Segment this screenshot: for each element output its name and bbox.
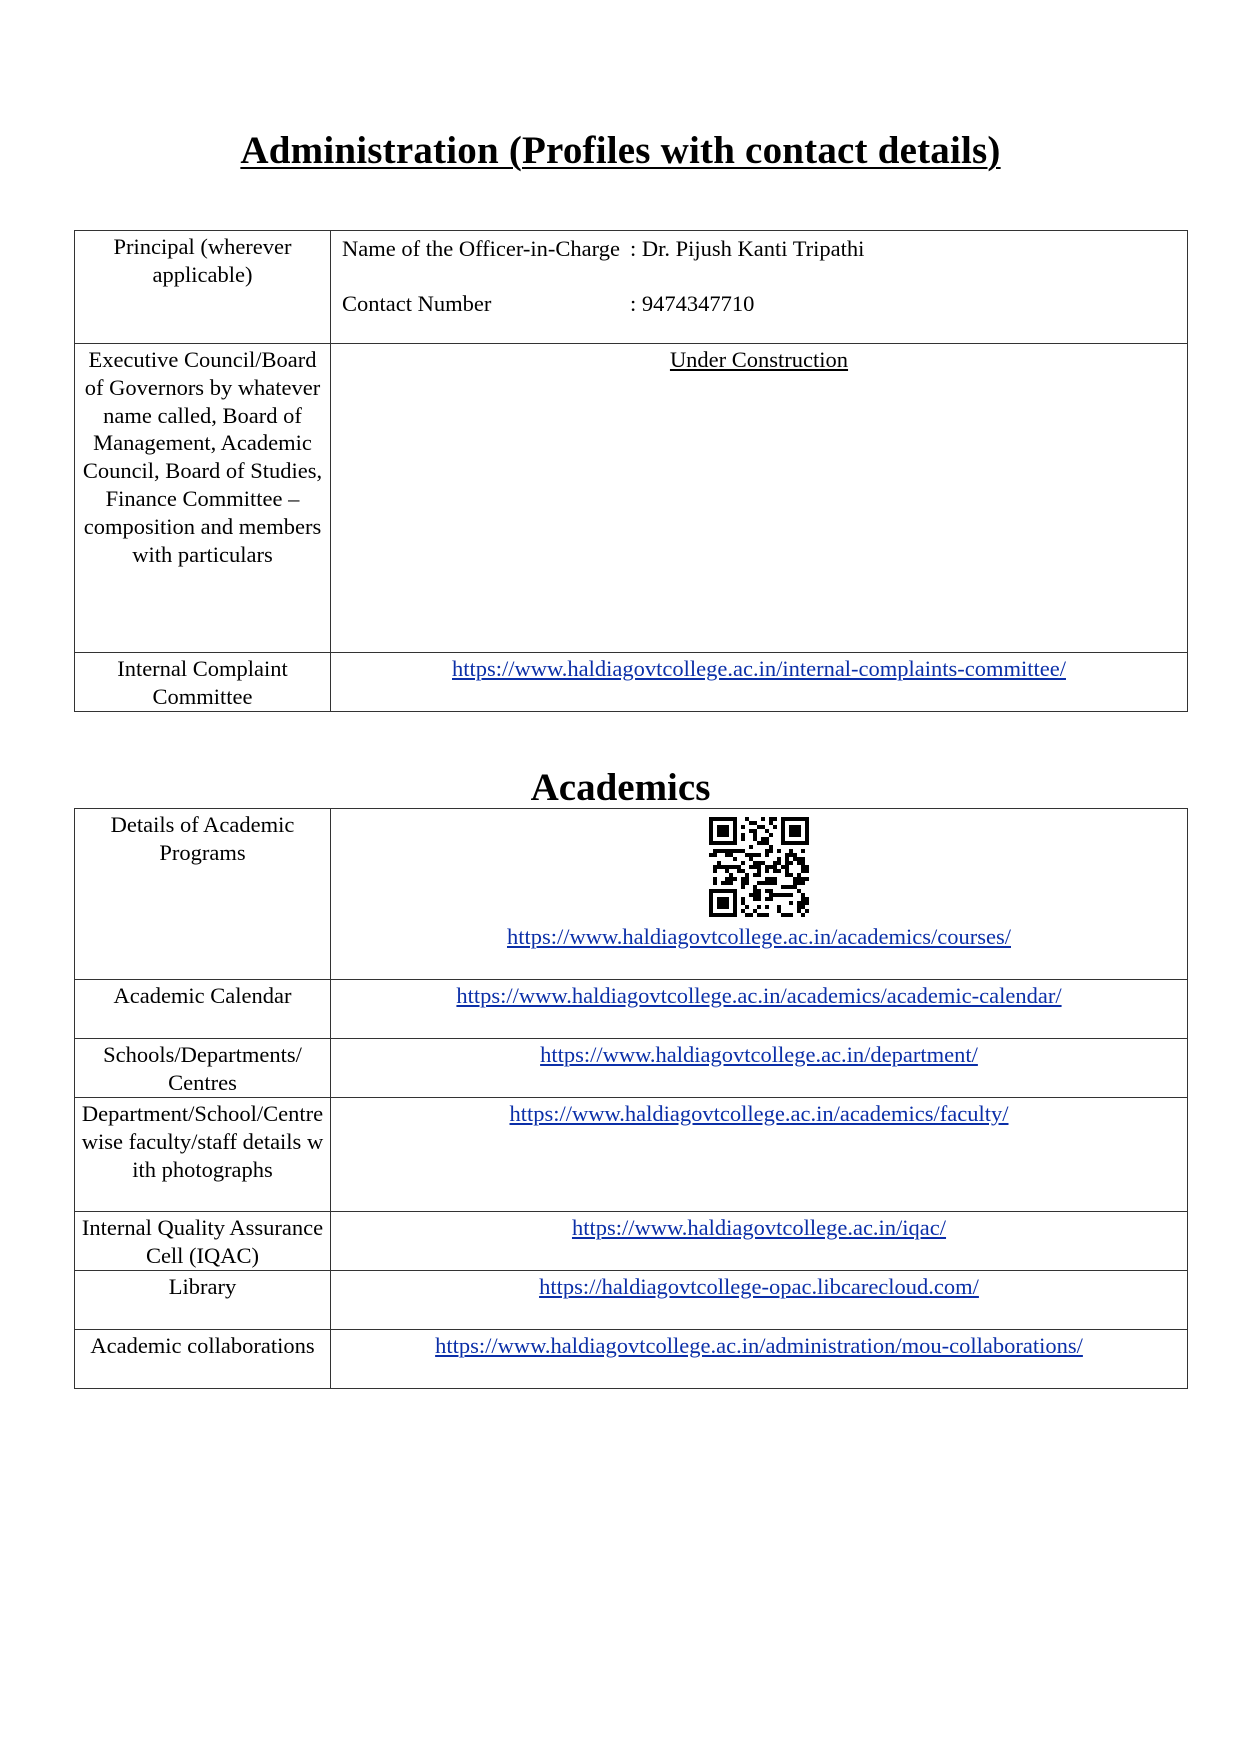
executive-council-label: Executive Council/Board of Governors by whatever name called, Board of Management, Academic Council, Board of Studies, Finance Committee – composition and members with particulars bbox=[75, 344, 331, 653]
academics-title: Academics bbox=[530, 766, 711, 809]
officer-in-charge-key: Name of the Officer-in-Charge bbox=[342, 236, 620, 261]
internal-complaint-committee-label: Internal Complaint Committee bbox=[75, 653, 331, 712]
academic-collaborations-link[interactable]: https://www.haldiagovtcollege.ac.in/administration/mou-collaborations/ bbox=[435, 1333, 1083, 1358]
table-row-principal bbox=[75, 231, 1188, 344]
iqac-link[interactable]: https://www.haldiagovtcollege.ac.in/iqac/ bbox=[571, 1215, 947, 1240]
officer-in-charge-row bbox=[342, 235, 1187, 263]
academic-programs-label: Details of Academic Programs bbox=[75, 809, 331, 980]
academic-collaborations-label: Academic collaborations bbox=[75, 1330, 331, 1389]
library-link[interactable]: https://haldiagovtcollege-opac.libcarecloud.com/ bbox=[539, 1274, 979, 1299]
executive-council-value-cell bbox=[331, 344, 1188, 653]
administration-title: Administration (Profiles with contact details) bbox=[240, 129, 1001, 172]
table-row-internal-complaint-committee bbox=[75, 653, 1188, 712]
table-row-executive-council bbox=[75, 344, 1188, 653]
table-row-academic-programs bbox=[75, 809, 1188, 980]
table-row-library bbox=[75, 1271, 1188, 1330]
principal-details bbox=[331, 231, 1188, 344]
schools-departments-link[interactable]: https://www.haldiagovtcollege.ac.in/department/ bbox=[540, 1042, 978, 1067]
table-row-academic-collaborations bbox=[75, 1330, 1188, 1389]
officer-in-charge-value: : Dr. Pijush Kanti Tripathi bbox=[630, 236, 865, 261]
faculty-details-link-cell bbox=[331, 1098, 1188, 1212]
contact-number-row bbox=[342, 290, 1187, 318]
schools-departments-label: Schools/Departments/ Centres bbox=[75, 1039, 331, 1098]
contact-number-value: : 9474347710 bbox=[630, 290, 755, 316]
academic-calendar-link-cell bbox=[331, 980, 1188, 1039]
internal-complaint-committee-link-cell bbox=[331, 653, 1188, 712]
library-link-cell bbox=[331, 1271, 1188, 1330]
iqac-link-cell bbox=[331, 1212, 1188, 1271]
academics-table bbox=[74, 808, 1188, 1389]
qr-code-icon bbox=[709, 817, 809, 917]
academic-collaborations-link-cell bbox=[331, 1330, 1188, 1389]
table-row-academic-calendar bbox=[75, 980, 1188, 1039]
under-construction-text: Under Construction bbox=[669, 347, 849, 372]
administration-table bbox=[74, 230, 1188, 712]
table-row-faculty-details bbox=[75, 1098, 1188, 1212]
internal-complaint-committee-link[interactable]: https://www.haldiagovtcollege.ac.in/internal-complaints-committee/ bbox=[452, 656, 1066, 681]
iqac-label: Internal Quality Assurance Cell (IQAC) bbox=[75, 1212, 331, 1271]
faculty-details-link[interactable]: https://www.haldiagovtcollege.ac.in/academics/faculty/ bbox=[509, 1101, 1009, 1126]
table-row-iqac bbox=[75, 1212, 1188, 1271]
academic-calendar-label: Academic Calendar bbox=[75, 980, 331, 1039]
contact-number-key: Contact Number bbox=[342, 290, 492, 316]
academic-programs-link-cell bbox=[331, 809, 1188, 980]
schools-departments-link-cell bbox=[331, 1039, 1188, 1098]
library-label: Library bbox=[75, 1271, 331, 1330]
principal-label: Principal (wherever applicable) bbox=[75, 231, 331, 344]
faculty-details-label: Department/School/Centre wise faculty/staff details with photographs bbox=[75, 1098, 331, 1212]
academic-programs-link[interactable]: https://www.haldiagovtcollege.ac.in/academics/courses/ bbox=[506, 924, 1011, 949]
academic-calendar-link[interactable]: https://www.haldiagovtcollege.ac.in/academics/academic-calendar/ bbox=[456, 983, 1062, 1008]
table-row-schools-departments bbox=[75, 1039, 1188, 1098]
